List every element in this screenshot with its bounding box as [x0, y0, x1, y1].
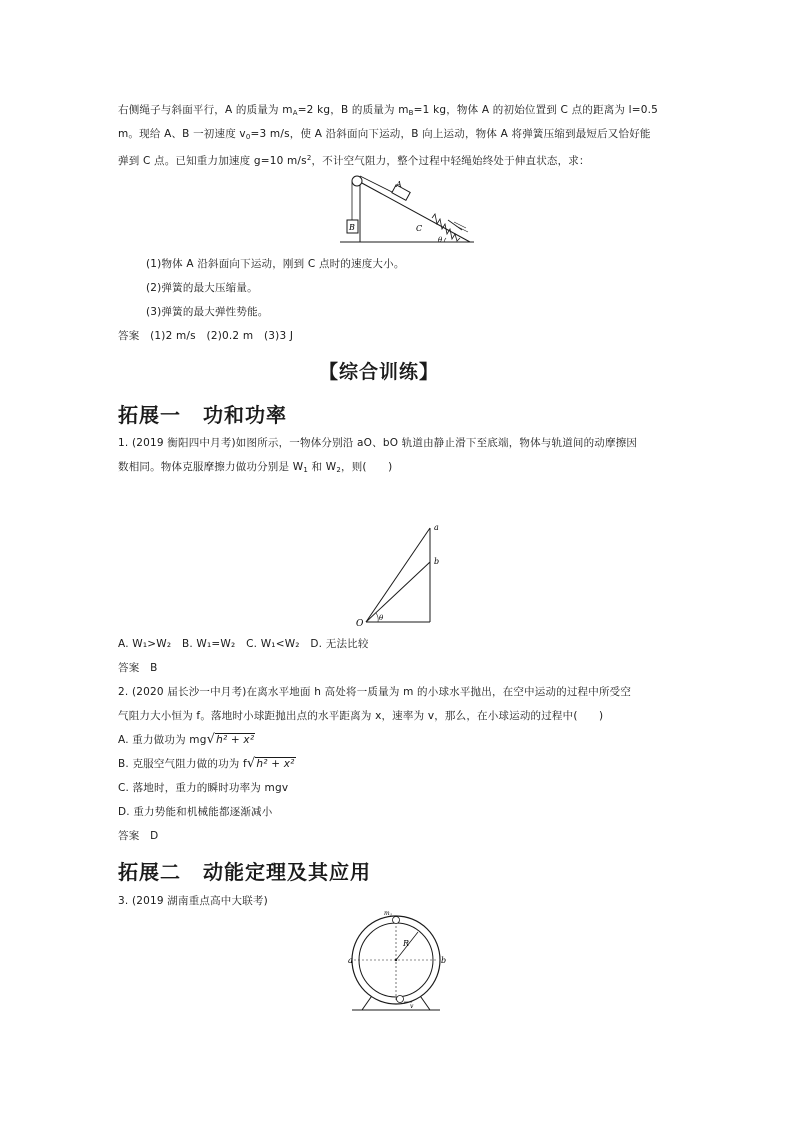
label-r: R	[403, 939, 410, 948]
q3-text-line-1: 3. (2019 湖南重点高中大联考)	[118, 895, 268, 907]
label-b: b	[441, 956, 447, 965]
circular-track-diagram	[340, 906, 452, 1018]
question-3: (3)弹簧的最大弹性势能。	[146, 306, 269, 318]
track-bo	[366, 562, 430, 622]
ball-top	[393, 917, 400, 924]
label-a: a	[348, 956, 353, 965]
incline-pulley-diagram	[338, 170, 478, 248]
label-v: v	[410, 1003, 414, 1010]
q2-option-a: A. 重力做功为 mg√h² + x²	[118, 732, 255, 747]
label-theta: θ	[438, 236, 443, 244]
q2-option-b: B. 克服空气阻力做的功为 f√h² + x²	[118, 756, 295, 771]
problem-text-line-3: 弹到 C 点。已知重力加速度 g=10 $m/s^2$，不计空气阻力，整个过程中轻绳始终处于伸直状态，求：	[118, 154, 590, 167]
question-2: (2)弹簧的最大压缩量。	[146, 282, 258, 294]
label-m1: $m_1$	[384, 910, 393, 918]
q2-text-line-2: 气阻力大小恒为 f。落地时小球距抛出点的水平距离为 x，速率为 v，那么，在小球运动的过程中( )	[118, 710, 604, 722]
q2-answer: 答案 D	[118, 830, 159, 842]
label-c: C	[416, 224, 423, 233]
problem-text-line-2: m。现给 A、B 一初速度 v0=3 m/s，使 A 沿斜面向下运动，B 向上运动，物体 A 将弹簧压缩到最短后又恰好能	[118, 128, 651, 141]
extension-1-heading: 拓展一 功和功率	[118, 403, 287, 427]
q1-options: A. W₁>W₂ B. W₁=W₂ C. W₁<W₂ D. 无法比较	[118, 638, 369, 650]
ball-bottom	[397, 996, 404, 1003]
q1-text-line-2: 数相同。物体克服摩擦力做功分别是 W1 和 W2，则( )	[118, 461, 393, 474]
q1-text-line-1: 1. (2019 衡阳四中月考)如图所示，一物体分别沿 aO、bO 轨道由静止滑下至底端，物体与轨道间的动摩擦因	[118, 437, 638, 449]
q2-option-c: C. 落地时，重力的瞬时功率为 mgv	[118, 782, 289, 794]
inclined-tracks-diagram	[338, 516, 448, 628]
label-a: A	[396, 180, 402, 189]
label-b: B	[349, 223, 355, 232]
track-ao	[366, 528, 430, 622]
q2-option-d: D. 重力势能和机械能都逐渐减小	[118, 806, 273, 818]
problem-text-line-1: 右侧绳子与斜面平行，A 的质量为 mA=2 kg，B 的质量为 mB=1 kg，物体 A 的初始位置到 C 点的距离为 l=0.5	[118, 104, 659, 117]
spring	[432, 214, 460, 241]
label-b: b	[434, 557, 440, 566]
section-title: 【综合训练】	[319, 361, 440, 383]
label-a: a	[434, 523, 439, 532]
label-theta: θ	[379, 614, 384, 622]
label-o: O	[356, 619, 364, 628]
q2-text-line-1: 2. (2020 届长沙一中月考)在离水平地面 h 高处将一质量为 m 的小球水平抛出，在空中运动的过程中所受空	[118, 686, 632, 698]
q1-answer: 答案 B	[118, 662, 158, 674]
answer-intro: 答案 (1)2 m/s (2)0.2 m (3)3 J	[118, 330, 294, 342]
extension-2-heading: 拓展二 动能定理及其应用	[118, 860, 371, 884]
question-1: (1)物体 A 沿斜面向下运动，刚到 C 点时的速度大小。	[146, 258, 405, 270]
